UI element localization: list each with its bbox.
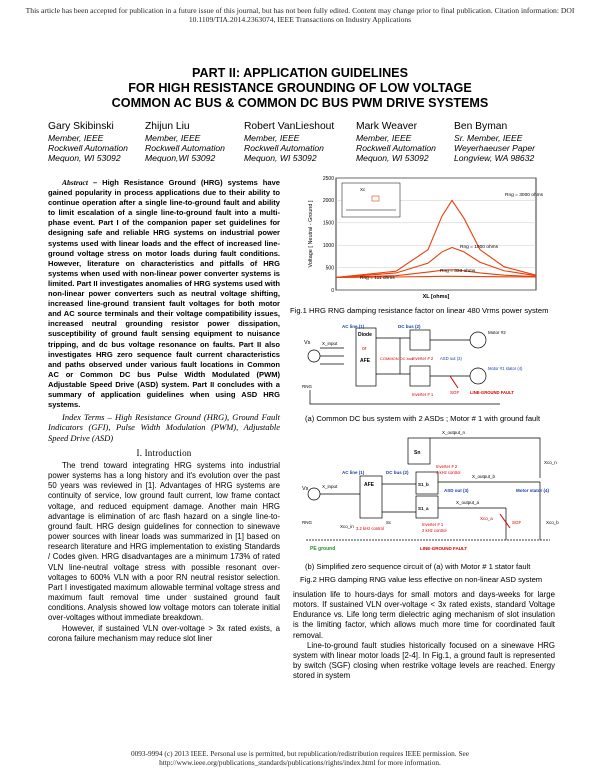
fig1-chart bbox=[300, 174, 590, 302]
right-paragraph-1: insulation life to hours-days for small motors and days-weeks for large motors. If sustained VLN over-voltage < 3x rated exists, standard Voltage Endurance vs. Life long term dielectric aging mechanism of slot insulation is the limiting factor, which allows much more time for coordinated fault removal. bbox=[293, 590, 555, 640]
fig2a-common-label: COMMON DC bus bbox=[380, 356, 414, 361]
fig2a-afe: AFE bbox=[360, 358, 370, 364]
fig2b-xco-b: Xco_b bbox=[546, 520, 559, 525]
fig2b-s1b: S1_b bbox=[418, 482, 429, 487]
fig2b-x-output-n: X_output_n bbox=[442, 430, 466, 435]
fig2a-caption: (a) Common DC bus system with 2 ASDs ; Motor # 1 with ground fault bbox=[305, 414, 541, 423]
author-name: Zhijun Liu bbox=[145, 121, 190, 132]
fig2b-motor: Motor stator (4) bbox=[516, 488, 549, 493]
fig1-y-tick-label: 1500 bbox=[322, 220, 334, 227]
fig2b-s1a: S1_a bbox=[418, 506, 429, 511]
fig2b-dc-bus: DC bus (2) bbox=[386, 470, 409, 475]
fig1-y-tick-label: 0 bbox=[331, 287, 334, 294]
author-4 bbox=[356, 121, 436, 164]
fig2a-fault-label: LINE-GROUND FAULT bbox=[470, 390, 514, 395]
fig2a-motor2-label: Motor #2 bbox=[488, 330, 506, 335]
fig1-label-111: Rng = 111 ohms bbox=[360, 276, 395, 281]
fig2a-inv2-label: Inverter # 2 bbox=[412, 356, 434, 361]
fig2a-motor1-label: Motor #1 stator (4) bbox=[488, 366, 523, 371]
fig2a-motor-1 bbox=[470, 368, 486, 384]
right-paragraph-2: Line-to-ground fault studies historically focused on a sinewave HRG system with linear motor loads [2-4]. In Fig.1, a ground fault is represented by switch (SGF) closing when restrike voltage levels are reached. Energy stored in system bbox=[293, 640, 555, 681]
fig2-caption: Fig.2 HRG damping RNG value less effective on non-linear ASD system bbox=[300, 575, 543, 584]
left-column bbox=[48, 178, 280, 644]
author-name: Gary Skibinski bbox=[48, 121, 114, 132]
author-org: Rockwell Automation bbox=[48, 143, 128, 154]
title-line-2: FOR HIGH RESISTANCE GROUNDING OF LOW VOLTAGE bbox=[128, 80, 472, 95]
fig1-caption: Fig.1 HRG RNG damping resistance factor on linear 480 Vrms power system bbox=[290, 306, 549, 315]
fig2b-x-output-a: X_output_a bbox=[456, 500, 480, 505]
intro-paragraph-1: The trend toward integrating HRG systems into industrial power systems has a long history and it's evolution over the past 50 years was reviewed in [1]. Advantages of HRG systems are continuity of service, low ground fault current, low frame contact voltage, and reduced equipment damage. Another main HRG advantage is elimination of arc flash hazard on a single line-to-ground fault. HRG design guidelines for connection to sinewave power sources with linear loads was summarized in [1] based on research literature and HRG implementation to existing Standards / Codes given. HRG disadvantages are a minimum 173% of rated VLN line-neutral voltage stress with possible resonant over-voltages to 600% VLN with a poor RN neutral resistor selection. Part I investigated maximum allowable terminal voltage stress and maximum fault removal time under sustained ground fault conditions. Analysis showed low voltage motors can tolerate initial over-voltages without immediate breakdown. bbox=[48, 461, 280, 623]
fig2a-inverter-2 bbox=[410, 330, 430, 350]
fig2b-inv2: Inverter # 2 bbox=[436, 464, 458, 469]
fig2a-fault-switch bbox=[450, 376, 458, 388]
author-location: Mequon, WI 53092 bbox=[48, 153, 121, 164]
fig1-xlabel: XL [ohms] bbox=[422, 294, 450, 300]
fig2a-vs: Vs bbox=[304, 340, 311, 346]
fig2b-asd-out: ASD out (3) bbox=[444, 488, 469, 493]
header-line-2: 10.1109/TIA.2014.2363074, IEEE Transactions on Industry Applications bbox=[188, 15, 412, 24]
fig2b-4khz: 4 kHz control bbox=[436, 470, 461, 475]
fig2b-dc-bus bbox=[382, 484, 416, 512]
abstract bbox=[48, 178, 280, 410]
fig2a-ac-line: AC line (1) bbox=[342, 324, 365, 329]
title-line-3: COMMON AC BUS & COMMON DC BUS PWM DRIVE SYSTEMS bbox=[111, 95, 489, 110]
index-terms: Index Terms – High Resistance Ground (HRG), Ground Fault Indicators (GFI), Pulse Width Modulation (PWM), Adjustable Speed Drive (ASD) bbox=[48, 412, 280, 443]
fig2a-or: or bbox=[362, 346, 367, 352]
author-name: Ben Byman bbox=[454, 121, 508, 132]
fig1-inset bbox=[342, 183, 400, 217]
section-heading: I. Introduction bbox=[136, 447, 192, 458]
page-header bbox=[20, 6, 580, 24]
intro-paragraph-2: However, if sustained VLN over-voltage > 3x rated exists, a corona failure mechanism may reduce slot liner bbox=[48, 623, 280, 643]
fig2b-xco-in: Xco_in bbox=[340, 524, 354, 529]
fig2a-sgf: SGF bbox=[450, 390, 460, 395]
title-line-1: PART II: APPLICATION GUIDELINES bbox=[192, 66, 408, 80]
author-role: Member, IEEE bbox=[244, 133, 300, 143]
author-location: Mequon,WI 53092 bbox=[145, 153, 216, 164]
header-line-1: This article has been accepted for publication in a future issue of this journal, but has not been fully edited. Content may change prior to final publication. Citation information: DOI bbox=[25, 6, 575, 15]
fig2b-x-output-b: X_output_b bbox=[472, 474, 496, 479]
fig2a-dc-bus-label: DC bus (2) bbox=[398, 324, 421, 329]
author-1 bbox=[48, 121, 128, 164]
fig2a-ac-wires bbox=[320, 348, 344, 364]
fig2b-xco-n: Xco_n bbox=[544, 460, 557, 465]
author-org: Rockwell Automation bbox=[244, 143, 324, 154]
fig2a-motor-2 bbox=[470, 332, 486, 348]
fig2a-schematic bbox=[300, 318, 590, 410]
paper-title bbox=[40, 66, 560, 110]
fig1-y-tick-label: 2000 bbox=[322, 198, 334, 205]
author-org: Rockwell Automation bbox=[356, 143, 436, 154]
fig2b-x-input: X_input bbox=[322, 484, 338, 489]
fig2a-source bbox=[308, 350, 320, 362]
author-name: Robert VanLieshout bbox=[244, 121, 335, 132]
fig1-y-tick-label: 2500 bbox=[322, 175, 334, 182]
fig2b-schematic bbox=[300, 428, 590, 560]
fig2a-inverter-1 bbox=[410, 366, 430, 386]
author-location: Mequon, WI 53092 bbox=[356, 153, 429, 164]
fig2b-vs: Vs bbox=[302, 486, 309, 492]
fig2b-afe: AFE bbox=[364, 482, 374, 488]
fig1-y-tick-label: 1000 bbox=[322, 243, 334, 249]
author-3 bbox=[244, 121, 334, 164]
author-2 bbox=[145, 121, 225, 164]
fig2a-x-input: X_input bbox=[322, 341, 338, 346]
author-location: Mequon, WI 53092 bbox=[244, 153, 317, 164]
author-role: Member, IEEE bbox=[145, 133, 201, 143]
fig2b-ac-line: AC line (1) bbox=[342, 470, 365, 475]
fig2b-caption: (b) Simplified zero sequence circuit of (a) with Motor # 1 stator fault bbox=[305, 562, 531, 571]
fig2b-sn: Sn bbox=[414, 450, 421, 456]
author-5 bbox=[454, 121, 535, 164]
fig2b-fault: LINE-GROUND FAULT bbox=[420, 546, 468, 551]
fig1-label-1000: Rng = 1000 ohms bbox=[460, 245, 499, 250]
author-name: Mark Weaver bbox=[356, 121, 418, 132]
author-role: Member, IEEE bbox=[48, 133, 104, 143]
author-role: Member, IEEE bbox=[356, 133, 412, 143]
author-org: Rockwell Automation bbox=[145, 143, 225, 154]
footer-line-1: 0093-9994 (c) 2013 IEEE. Personal use is permitted, but republication/redistribution requires IEEE permission. See bbox=[130, 749, 469, 758]
fig2b-rng: RNG bbox=[302, 520, 312, 525]
fig1-inset-xc: Xc bbox=[360, 187, 366, 192]
author-org: Weyerhaeuser Paper bbox=[454, 143, 536, 154]
fig2b-xco-a: Xco_a bbox=[480, 516, 493, 521]
fig2a-rng: RNG bbox=[302, 384, 312, 389]
fig2b-fault-switch bbox=[500, 514, 510, 528]
author-location: Longview, WA 98632 bbox=[454, 153, 535, 164]
footer-line-2: http://www.ieee.org/publications_standards/publications/rights/index.html for more information. bbox=[159, 757, 441, 767]
abstract-label: Abstract bbox=[62, 178, 88, 187]
fig1-label-333: Rng = 333 ohms bbox=[440, 269, 476, 274]
abstract-text: – High Resistance Ground (HRG) systems have gained popularity in process applications due to their ability to continue operation after a single line-to-ground fault and ability to limit escalation of a single line-to-ground fault into a multi-phase event. Part I of the companion paper set guidelines for designing safe and reliable HRG systems on industrial power systems used with linear loads and the effect of increased line-ground voltage stress on motor loads during fault conditions. However, literature on characteristics and pitfalls of HRG systems when used with non-linear power converter systems is limited. Part II investigates anomalies of HRG systems used with non-linear power converters such as neutral voltage shifting, increased line-ground transient fault voltages for both motor and AC source terminals and their voltage compatibility issues, increased neutral grounding resistor power dissipation, susceptibility of ground fault sensing equipment to nuisance tripping, and dc bus voltage resonance on faults. Part II also investigates HRG zero sequence fault current characteristics and paths observed under various fault locations in Common AC or Common DC bus Pulse Width Modulated (PWM) Adjustable Speed Drive (ASD) system. Part II concludes with a summary of application guidelines when using ASD HRG systems. bbox=[48, 178, 280, 410]
fig2b-inv1: Inverter # 1 bbox=[422, 522, 444, 527]
fig2b-32khz: 3.2 kHz control bbox=[356, 526, 384, 531]
fig2a-inv1-label: Inverter # 1 bbox=[412, 392, 434, 397]
page-footer bbox=[20, 750, 580, 767]
fig2b-2khz: 2 kHz control bbox=[422, 528, 447, 533]
fig2b-sgf: SGF bbox=[512, 520, 522, 525]
fig2a-diode: Diode bbox=[358, 332, 372, 338]
fig1-y-ticks bbox=[323, 176, 334, 294]
right-column bbox=[293, 590, 555, 681]
fig2a-asd-out: ASD out (3) bbox=[440, 356, 462, 361]
fig2b-source bbox=[308, 488, 320, 500]
fig2b-pe-ground: PE ground bbox=[310, 546, 336, 552]
author-role: Sr. Member, IEEE bbox=[454, 133, 523, 143]
fig1-label-3000: Rng = 3000 ohms bbox=[505, 193, 544, 198]
fig1-y-tick-label: 500 bbox=[325, 265, 334, 272]
fig2b-sc: Sc bbox=[386, 520, 392, 525]
fig1-ylabel: Voltage [ Neutral - Ground ] bbox=[308, 200, 314, 268]
